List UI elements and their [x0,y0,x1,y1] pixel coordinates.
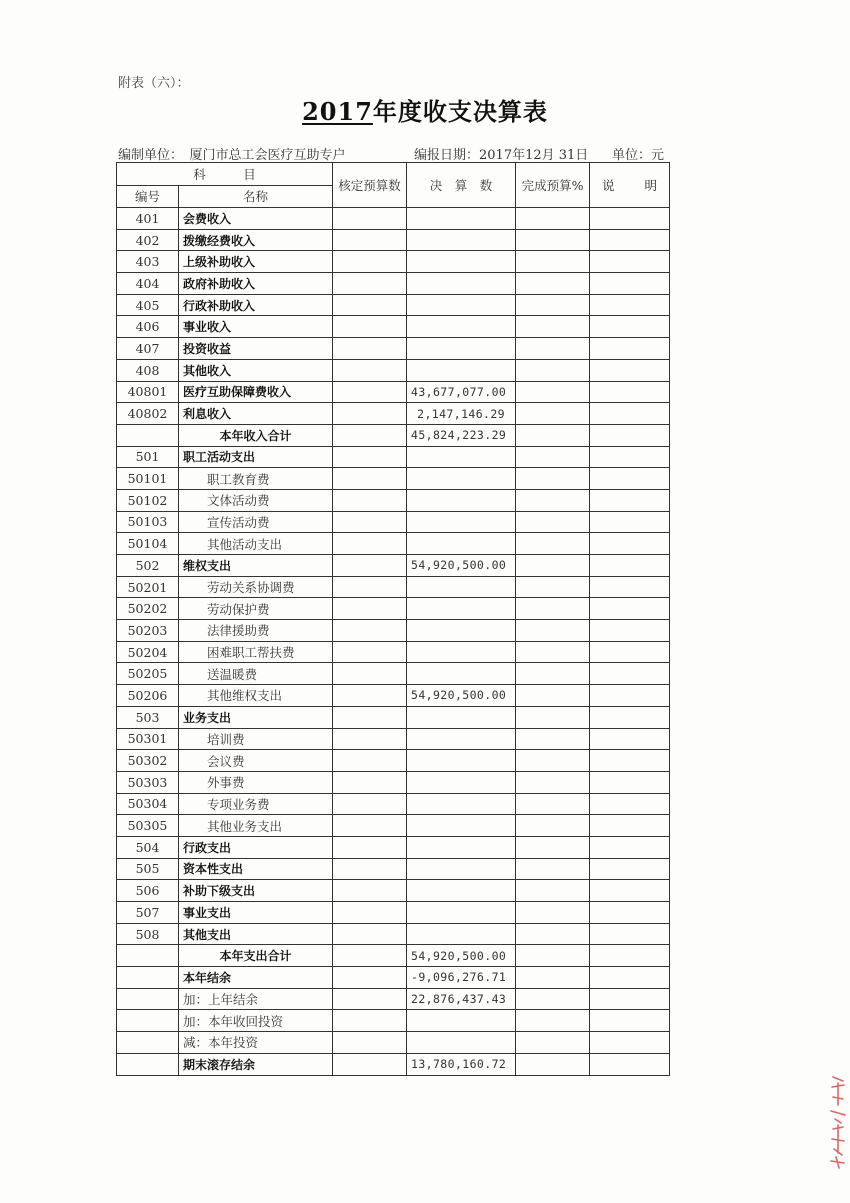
table-row [117,706,670,728]
note-cell [590,1010,670,1032]
percent-cell [516,967,590,989]
code-cell [117,945,179,967]
budget-cell [333,641,407,663]
name-cell: 行政补助收入 [179,294,333,316]
percent-cell [516,858,590,880]
percent-cell [516,1053,590,1075]
budget-cell [333,1053,407,1075]
actual-cell [407,576,516,598]
table-header-row [117,163,670,186]
actual-cell [407,338,516,360]
code-cell: 505 [117,858,179,880]
table-row [117,381,670,403]
code-cell: 40802 [117,403,179,425]
name-cell: 其他活动支出 [179,533,333,555]
budget-cell [333,880,407,902]
name-cell: 本年支出合计 [179,945,333,967]
budget-cell [333,424,407,446]
budget-cell [333,923,407,945]
percent-cell [516,446,590,468]
table-row [117,273,670,295]
code-cell: 40801 [117,381,179,403]
note-cell [590,338,670,360]
budget-cell [333,468,407,490]
name-cell: 医疗互助保障费收入 [179,381,333,403]
table-row [117,1032,670,1054]
name-cell: 加：上年结余 [179,988,333,1010]
code-cell: 50101 [117,468,179,490]
compiling-unit: 编制单位： 厦门市总工会医疗互助专户 [118,148,346,163]
actual-cell: 54,920,500.00 [407,685,516,707]
budget-cell [333,706,407,728]
actual-cell [407,229,516,251]
name-cell: 送温暖费 [179,663,333,685]
actual-cell [407,771,516,793]
budget-cell [333,1032,407,1054]
code-cell: 407 [117,338,179,360]
code-cell: 508 [117,923,179,945]
actual-cell [407,620,516,642]
budget-cell [333,836,407,858]
table-row [117,902,670,924]
budget-cell [333,511,407,533]
code-cell: 405 [117,294,179,316]
name-cell: 上级补助收入 [179,251,333,273]
note-cell [590,359,670,381]
actual-cell [407,858,516,880]
budget-cell [333,251,407,273]
note-cell [590,229,670,251]
actual-cell [407,511,516,533]
percent-cell [516,815,590,837]
name-cell: 其他业务支出 [179,815,333,837]
name-cell: 资本性支出 [179,858,333,880]
report-title [0,92,850,127]
code-cell: 507 [117,902,179,924]
red-seal-stamp [829,1075,847,1170]
budget-cell [333,489,407,511]
budget-cell [333,446,407,468]
actual-cell: -9,096,276.71 [407,967,516,989]
table-row [117,338,670,360]
table-row [117,988,670,1010]
actual-cell [407,641,516,663]
name-cell: 法律援助费 [179,620,333,642]
code-cell [117,1010,179,1032]
name-cell: 政府补助收入 [179,273,333,295]
appendix-label: 附表（六）： [118,76,190,91]
note-cell [590,208,670,230]
table-row [117,208,670,230]
actual-cell: 45,824,223.29 [407,424,516,446]
name-cell: 困难职工帮扶费 [179,641,333,663]
percent-cell [516,750,590,772]
note-cell [590,381,670,403]
code-cell: 50302 [117,750,179,772]
code-cell: 50203 [117,620,179,642]
percent-cell [516,511,590,533]
code-cell: 402 [117,229,179,251]
note-cell [590,728,670,750]
code-cell: 504 [117,836,179,858]
table-row [117,294,670,316]
budget-header: 核定预算数 [333,163,407,208]
name-cell: 职工教育费 [179,468,333,490]
budget-cell [333,533,407,555]
code-cell: 502 [117,555,179,577]
name-cell: 本年结余 [179,967,333,989]
code-cell: 50304 [117,793,179,815]
note-cell [590,533,670,555]
note-cell [590,424,670,446]
actual-cell [407,902,516,924]
table-row [117,880,670,902]
table-row [117,424,670,446]
name-cell: 宣传活动费 [179,511,333,533]
actual-cell [407,793,516,815]
budget-cell [333,338,407,360]
note-cell [590,1032,670,1054]
name-cell: 行政支出 [179,836,333,858]
note-cell [590,598,670,620]
code-cell: 50102 [117,489,179,511]
table-row [117,359,670,381]
table-row [117,836,670,858]
budget-cell [333,403,407,425]
table-row [117,793,670,815]
note-cell [590,685,670,707]
percent-cell [516,468,590,490]
percent-cell [516,620,590,642]
budget-cell [333,1010,407,1032]
code-cell: 503 [117,706,179,728]
name-cell: 外事费 [179,771,333,793]
note-cell [590,316,670,338]
actual-cell [407,489,516,511]
table-row [117,728,670,750]
actual-cell [407,251,516,273]
actual-cell [407,294,516,316]
code-cell [117,424,179,446]
code-cell [117,988,179,1010]
code-cell: 50104 [117,533,179,555]
percent-cell [516,229,590,251]
budget-cell [333,273,407,295]
table-row [117,229,670,251]
code-header: 编号 [117,185,179,208]
table-row [117,685,670,707]
percent-cell [516,902,590,924]
note-cell [590,620,670,642]
table-row [117,576,670,598]
percent-cell [516,685,590,707]
actual-cell [407,728,516,750]
code-cell: 50303 [117,771,179,793]
note-cell [590,663,670,685]
budget-cell [333,598,407,620]
name-cell: 投资收益 [179,338,333,360]
code-cell: 50204 [117,641,179,663]
percent-cell [516,945,590,967]
note-cell [590,836,670,858]
note-cell [590,273,670,295]
percent-cell [516,598,590,620]
percent-cell [516,273,590,295]
table-row [117,923,670,945]
name-cell: 会议费 [179,750,333,772]
percent-cell [516,359,590,381]
name-cell: 事业支出 [179,902,333,924]
code-cell: 404 [117,273,179,295]
actual-cell [407,880,516,902]
code-cell [117,1053,179,1075]
code-cell: 501 [117,446,179,468]
budget-cell [333,945,407,967]
budget-cell [333,620,407,642]
actual-cell [407,663,516,685]
percent-cell [516,880,590,902]
name-cell: 业务支出 [179,706,333,728]
table-row [117,598,670,620]
table-row [117,663,670,685]
note-cell [590,576,670,598]
title-year: 2017 [302,97,373,126]
note-cell [590,489,670,511]
code-cell: 50206 [117,685,179,707]
actual-cell [407,468,516,490]
note-cell [590,967,670,989]
note-cell [590,446,670,468]
budget-cell [333,208,407,230]
budget-cell [333,728,407,750]
code-cell: 50201 [117,576,179,598]
percent-cell [516,576,590,598]
note-cell [590,555,670,577]
table-row [117,815,670,837]
budget-cell [333,576,407,598]
budget-cell [333,316,407,338]
actual-cell [407,750,516,772]
table-row [117,750,670,772]
note-cell [590,858,670,880]
actual-cell [407,836,516,858]
budget-cell [333,294,407,316]
budget-cell [333,793,407,815]
name-header: 名称 [179,185,333,208]
table-row [117,468,670,490]
table-row [117,641,670,663]
note-cell [590,641,670,663]
note-cell [590,988,670,1010]
subject-header: 科 目 [117,163,333,186]
budget-cell [333,555,407,577]
note-cell [590,511,670,533]
table-row [117,489,670,511]
note-cell [590,403,670,425]
code-cell: 401 [117,208,179,230]
name-cell: 职工活动支出 [179,446,333,468]
report-date: 编报日期：2017年12月 31日 [414,148,589,163]
actual-cell [407,598,516,620]
percent-header: 完成预算% [516,163,590,208]
currency-unit: 单位：元 [612,148,665,163]
note-cell [590,902,670,924]
percent-cell [516,381,590,403]
budget-cell [333,988,407,1010]
name-cell: 事业收入 [179,316,333,338]
name-cell: 其他支出 [179,923,333,945]
code-cell [117,1032,179,1054]
code-cell [117,967,179,989]
code-cell: 506 [117,880,179,902]
budget-cell [333,381,407,403]
budget-cell [333,685,407,707]
percent-cell [516,316,590,338]
budget-cell [333,663,407,685]
budget-cell [333,771,407,793]
percent-cell [516,403,590,425]
percent-cell [516,663,590,685]
percent-cell [516,836,590,858]
note-cell [590,706,670,728]
percent-cell [516,706,590,728]
actual-cell: 43,677,077.00 [407,381,516,403]
actual-cell: 13,780,160.72 [407,1053,516,1075]
budget-cell [333,967,407,989]
percent-cell [516,771,590,793]
code-cell: 50103 [117,511,179,533]
percent-cell [516,555,590,577]
actual-cell [407,815,516,837]
code-cell: 50301 [117,728,179,750]
actual-cell [407,923,516,945]
budget-cell [333,858,407,880]
note-cell [590,468,670,490]
actual-cell [407,273,516,295]
actual-cell [407,533,516,555]
budget-table [116,162,670,1076]
name-cell: 其他维权支出 [179,685,333,707]
name-cell: 期末滚存结余 [179,1053,333,1075]
actual-cell [407,1010,516,1032]
name-cell: 补助下级支出 [179,880,333,902]
table-row [117,251,670,273]
budget-cell [333,815,407,837]
percent-cell [516,294,590,316]
table-row [117,533,670,555]
note-cell [590,251,670,273]
code-cell: 408 [117,359,179,381]
actual-cell: 54,920,500.00 [407,555,516,577]
budget-cell [333,229,407,251]
table-row [117,620,670,642]
budget-cell [333,750,407,772]
percent-cell [516,728,590,750]
budget-cell [333,902,407,924]
percent-cell [516,1010,590,1032]
name-cell: 专项业务费 [179,793,333,815]
name-cell: 本年收入合计 [179,424,333,446]
budget-cell [333,359,407,381]
percent-cell [516,533,590,555]
actual-cell [407,446,516,468]
note-cell [590,1053,670,1075]
percent-cell [516,424,590,446]
percent-cell [516,641,590,663]
name-cell: 减：本年投资 [179,1032,333,1054]
table-row [117,858,670,880]
table-row [117,771,670,793]
note-cell [590,815,670,837]
note-cell [590,945,670,967]
code-cell: 50305 [117,815,179,837]
table-row [117,316,670,338]
name-cell: 劳动保护费 [179,598,333,620]
note-header [590,163,670,208]
note-cell [590,880,670,902]
percent-cell [516,489,590,511]
table-row [117,403,670,425]
note-cell [590,750,670,772]
table-row [117,967,670,989]
name-cell: 加：本年收回投资 [179,1010,333,1032]
actual-cell: 22,876,437.43 [407,988,516,1010]
actual-cell [407,359,516,381]
percent-cell [516,1032,590,1054]
code-cell: 406 [117,316,179,338]
table-row [117,446,670,468]
actual-header: 决 算 数 [407,163,516,208]
percent-cell [516,251,590,273]
name-cell: 会费收入 [179,208,333,230]
code-cell: 50202 [117,598,179,620]
percent-cell [516,338,590,360]
table-row [117,945,670,967]
percent-cell [516,208,590,230]
name-cell: 文体活动费 [179,489,333,511]
note-cell [590,923,670,945]
table-row [117,555,670,577]
actual-cell: 54,920,500.00 [407,945,516,967]
actual-cell [407,316,516,338]
name-cell: 劳动关系协调费 [179,576,333,598]
name-cell: 培训费 [179,728,333,750]
actual-cell [407,706,516,728]
note-cell [590,771,670,793]
table-row [117,1053,670,1075]
table-row [117,1010,670,1032]
name-cell: 利息收入 [179,403,333,425]
actual-cell: 2,147,146.29 [407,403,516,425]
code-cell: 403 [117,251,179,273]
name-cell: 其他收入 [179,359,333,381]
note-header-b: 明 [644,178,658,193]
note-header-a: 说 [602,178,615,193]
code-cell: 50205 [117,663,179,685]
percent-cell [516,793,590,815]
note-cell [590,294,670,316]
note-cell [590,793,670,815]
actual-cell [407,1032,516,1054]
name-cell: 维权支出 [179,555,333,577]
percent-cell [516,923,590,945]
percent-cell [516,988,590,1010]
actual-cell [407,208,516,230]
table-row [117,511,670,533]
title-text: 年度收支决算表 [372,97,548,126]
name-cell: 拨缴经费收入 [179,229,333,251]
